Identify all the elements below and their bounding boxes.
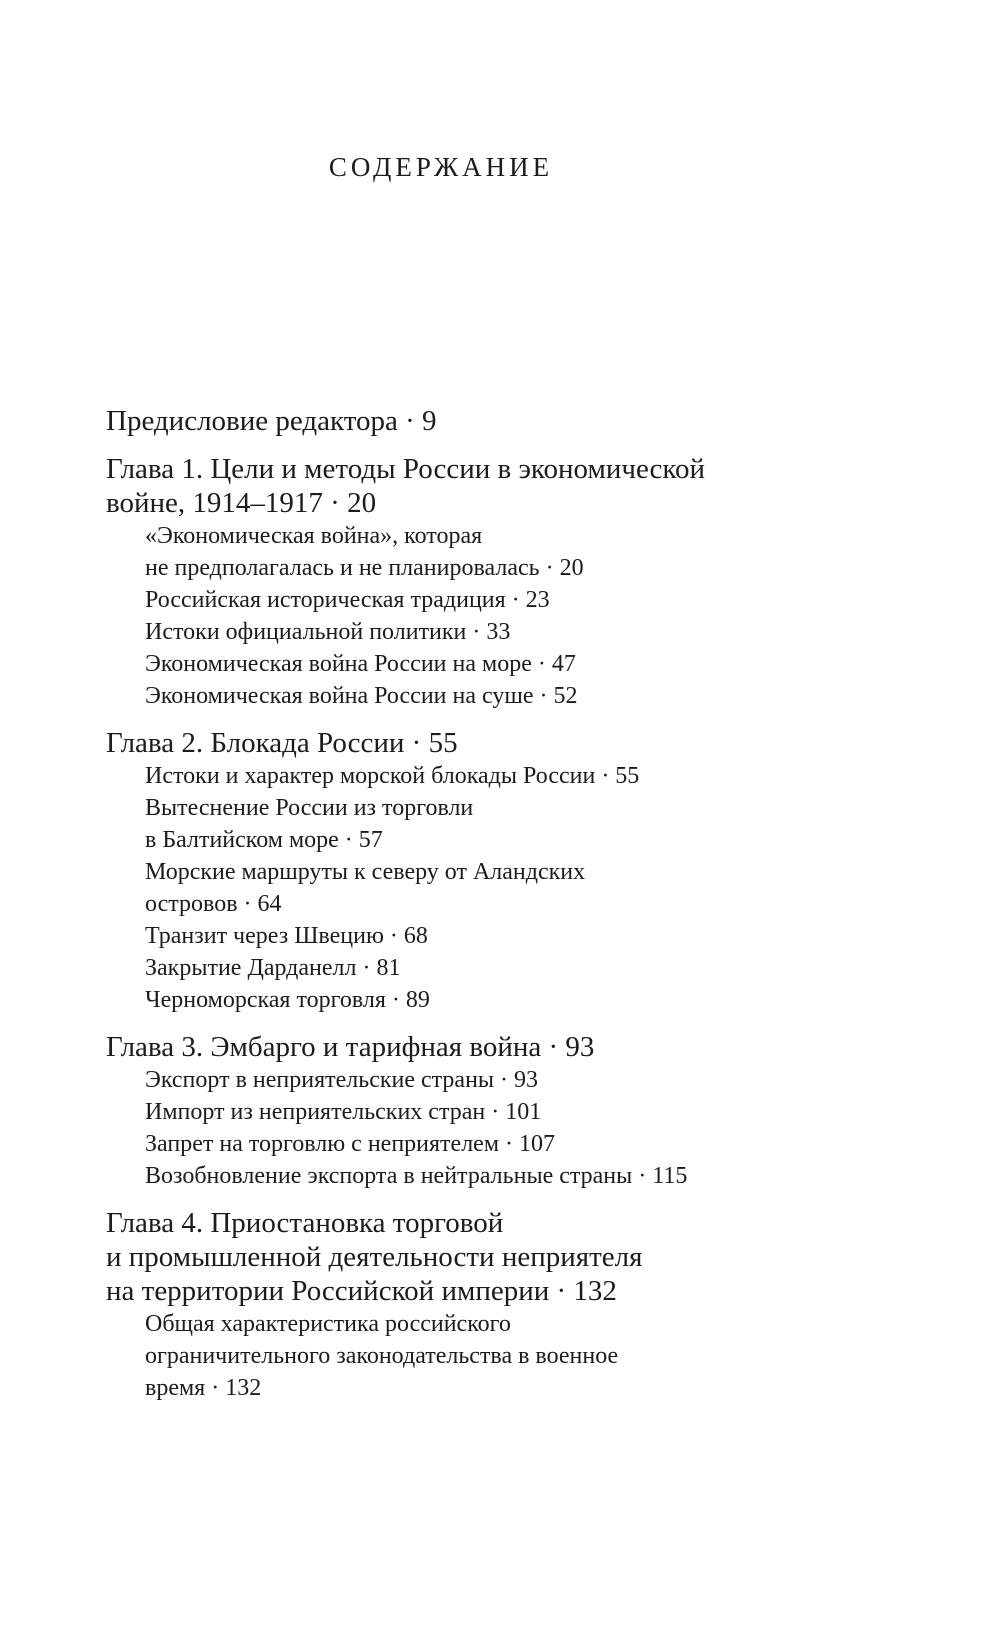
toc-line: Истоки и характер морской блокады России · 55	[145, 763, 640, 789]
toc-section	[145, 792, 906, 856]
chapter-1-sections	[106, 520, 906, 712]
page-title: СОДЕРЖАНИЕ	[328, 152, 554, 182]
toc-section	[145, 984, 906, 1016]
toc-section	[145, 920, 906, 952]
chapter-4-sections	[106, 1308, 906, 1404]
toc-line: ограничительного законодательства в военное	[145, 1343, 619, 1369]
toc-section	[145, 856, 906, 920]
toc-section	[145, 952, 906, 984]
toc-section	[145, 1160, 906, 1192]
toc-line: Глава 3. Эмбарго и тарифная война · 93	[106, 1031, 595, 1063]
toc-line: Возобновление экспорта в нейтральные страны · 115	[145, 1163, 688, 1189]
toc-line: Глава 1. Цели и методы России в экономической	[106, 453, 706, 485]
toc-section	[145, 1308, 906, 1404]
toc-line: на территории Российской империи · 132	[106, 1275, 617, 1307]
toc-entry-preface	[106, 404, 906, 438]
toc-entry-chapter-2	[106, 726, 906, 760]
toc-line: Экономическая война России на море · 47	[145, 651, 576, 677]
toc-line: Транзит через Швецию · 68	[145, 923, 428, 949]
toc-section	[145, 680, 906, 712]
toc-line: время · 132	[145, 1375, 262, 1401]
toc-entry-chapter-4	[106, 1206, 906, 1308]
toc-line: островов · 64	[145, 891, 282, 917]
toc-section	[145, 1128, 906, 1160]
toc-entry-chapter-3	[106, 1030, 906, 1064]
toc-section	[145, 616, 906, 648]
toc-section	[145, 1096, 906, 1128]
toc-section	[145, 1064, 906, 1096]
toc-line: Черноморская торговля · 89	[145, 987, 430, 1013]
toc-line: Предисловие редактора · 9	[106, 405, 437, 437]
table-of-contents	[106, 404, 906, 1404]
chapter-2-sections	[106, 760, 906, 1016]
toc-entry-chapter-1	[106, 452, 906, 520]
toc-line: «Экономическая война», которая	[145, 523, 483, 549]
toc-line: войне, 1914–1917 · 20	[106, 487, 377, 519]
chapter-3-sections	[106, 1064, 906, 1192]
toc-section	[145, 760, 906, 792]
toc-line: Морские маршруты к северу от Аландских	[145, 859, 586, 885]
toc-line: Экспорт в неприятельские страны · 93	[145, 1067, 539, 1093]
toc-line: Вытеснение России из торговли	[145, 795, 474, 821]
toc-line: Общая характеристика российского	[145, 1311, 511, 1337]
toc-section	[145, 648, 906, 680]
toc-line: не предполагалась и не планировалась · 20	[145, 555, 584, 581]
toc-line: Закрытие Дарданелл · 81	[145, 955, 401, 981]
toc-line: и промышленной деятельности неприятеля	[106, 1241, 643, 1273]
toc-line: Импорт из неприятельских стран · 101	[145, 1099, 542, 1125]
toc-section	[145, 520, 906, 584]
toc-line: Истоки официальной политики · 33	[145, 619, 511, 645]
toc-line: Запрет на торговлю с неприятелем · 107	[145, 1131, 556, 1157]
toc-section	[145, 584, 906, 616]
toc-line: Глава 4. Приостановка торговой	[106, 1207, 504, 1239]
toc-line: в Балтийском море · 57	[145, 827, 383, 853]
toc-line: Российская историческая традиция · 23	[145, 587, 550, 613]
toc-line: Экономическая война России на суше · 52	[145, 683, 578, 709]
toc-line: Глава 2. Блокада России · 55	[106, 727, 458, 759]
